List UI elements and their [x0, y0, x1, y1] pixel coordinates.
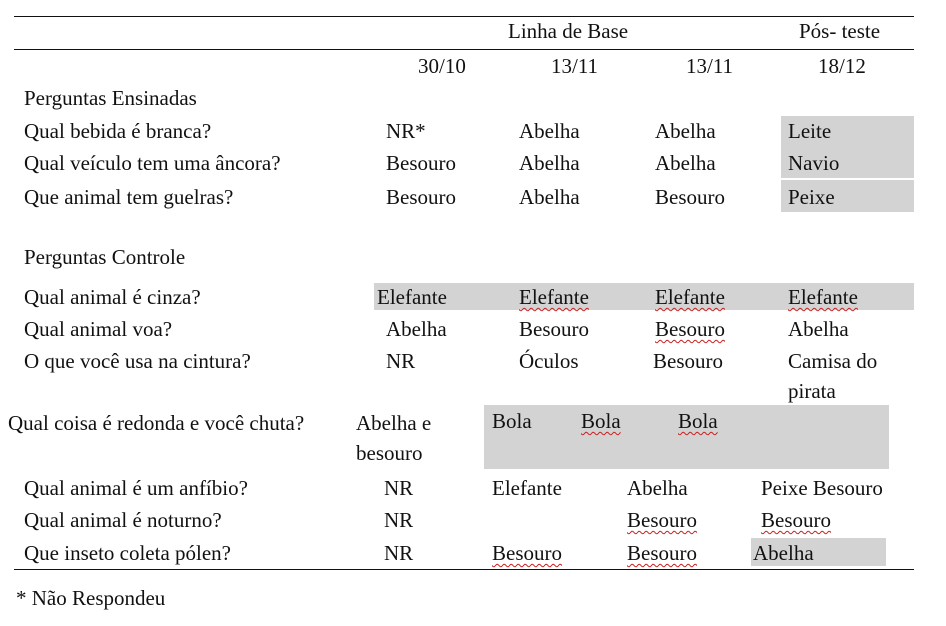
- date-col-4: 18/12: [818, 54, 866, 78]
- answer-cell: Bola: [492, 409, 532, 433]
- answer-cell: Besouro: [653, 349, 723, 373]
- footnote: * Não Respondeu: [16, 586, 166, 610]
- question-label: O que você usa na cintura?: [24, 349, 251, 373]
- answer-cell: Besouro: [627, 508, 697, 532]
- answer-cell: Besouro: [655, 185, 725, 209]
- question-label: Qual animal é cinza?: [24, 285, 201, 309]
- question-label: Qual animal é noturno?: [24, 508, 222, 532]
- question-label: Qual veículo tem uma âncora?: [24, 151, 281, 175]
- answer-cell: Elefante: [788, 285, 858, 309]
- answer-cell: Abelha: [753, 541, 814, 565]
- answer-cell: Abelha: [519, 151, 580, 175]
- answer-cell: Abelha: [655, 151, 716, 175]
- answer-cell: NR: [384, 476, 414, 500]
- answer-cell: Besouro: [655, 317, 725, 341]
- answer-cell: Besouro: [627, 541, 697, 565]
- answer-cell: Camisa do: [788, 349, 878, 373]
- answer-cell: Peixe Besouro: [761, 476, 883, 500]
- answer-cell: Elefante: [519, 285, 589, 309]
- date-col-1: 30/10: [418, 54, 466, 78]
- answer-cell: Óculos: [519, 349, 579, 373]
- answer-cell: Leite: [788, 119, 832, 143]
- answer-cell: NR: [384, 508, 414, 532]
- answer-cell: Navio: [788, 151, 840, 175]
- question-label: Qual animal é um anfíbio?: [24, 476, 248, 500]
- answer-cell: Abelha: [386, 317, 447, 341]
- answer-cell: Elefante: [492, 476, 562, 500]
- answer-cell: Abelha: [519, 185, 580, 209]
- answer-cell: Besouro: [492, 541, 562, 565]
- group-header-posttest: Pós- teste: [799, 19, 881, 43]
- question-label: Qual bebida é branca?: [24, 119, 212, 143]
- group-header-baseline: Linha de Base: [508, 19, 629, 43]
- answer-cell: Bola: [581, 409, 621, 433]
- answer-cell-continuation: pirata: [788, 379, 836, 403]
- question-label: Qual coisa é redonda e você chuta?: [8, 411, 305, 435]
- answer-cell: NR: [386, 349, 416, 373]
- date-col-3: 13/11: [686, 54, 734, 78]
- question-label: Que animal tem guelras?: [24, 185, 234, 209]
- section-label-taught: Perguntas Ensinadas: [24, 86, 197, 110]
- date-col-2: 13/11: [551, 54, 599, 78]
- question-label: Que inseto coleta pólen?: [24, 541, 232, 565]
- highlight-divider: [781, 178, 914, 180]
- answer-cell: Elefante: [377, 285, 447, 309]
- answer-cell: Abelha: [627, 476, 688, 500]
- answer-cell: Besouro: [761, 508, 831, 532]
- table-top-rule: [14, 16, 914, 17]
- answer-cell: Abelha e: [356, 411, 432, 435]
- answer-cell: NR*: [386, 119, 426, 143]
- header-rule: [14, 49, 914, 50]
- answer-cell: Peixe: [788, 185, 835, 209]
- question-label: Qual animal voa?: [24, 317, 173, 341]
- answer-cell: Besouro: [519, 317, 589, 341]
- answer-cell: NR: [384, 541, 414, 565]
- answer-cell: Abelha: [788, 317, 849, 341]
- answer-cell: Elefante: [655, 285, 725, 309]
- answer-cell: Abelha: [655, 119, 716, 143]
- answer-cell: Bola: [678, 409, 718, 433]
- answer-cell: Abelha: [519, 119, 580, 143]
- answer-cell-continuation: besouro: [356, 441, 423, 465]
- section-label-control: Perguntas Controle: [24, 245, 186, 269]
- answer-cell: Besouro: [386, 151, 456, 175]
- answer-cell: Besouro: [386, 185, 456, 209]
- table-bottom-rule: [14, 569, 914, 570]
